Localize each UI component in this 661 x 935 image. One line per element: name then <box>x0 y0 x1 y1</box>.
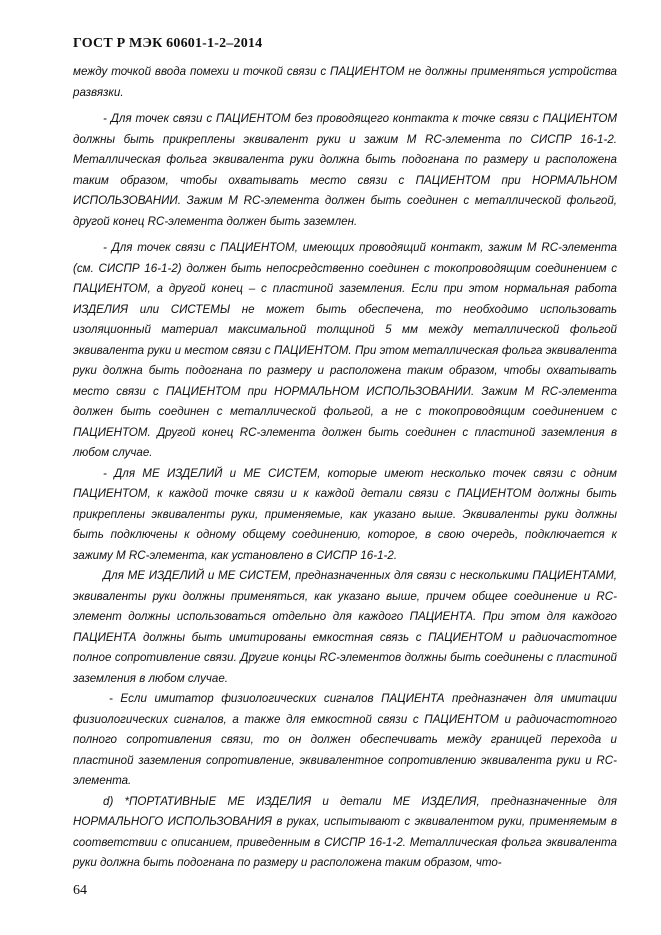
paragraph-item-d: d) *ПОРТАТИВНЫЕ МЕ ИЗДЕЛИЯ и детали МЕ ИЗДЕЛИЯ, предназначенные для НОРМАЛЬНОГО ИСПОЛЬЗОВАНИЯ в руках, испытывают с эквивалентом руки, применяемым в соответствии с описанием, приведенным в СИСПР 16-1-2. Металлическая фольга эквивалента руки должна быть подогнана по размеру и расположена таким образом, что- <box>73 794 617 869</box>
document-header: ГОСТ Р МЭК 60601-1-2–2014 <box>73 36 263 51</box>
paragraph-continuation: между точкой ввода помехи и точкой связи с ПАЦИЕНТОМ не должны применяться устройства развязки. <box>73 65 617 99</box>
paragraph-multiple-patients: Для МЕ ИЗДЕЛИЙ и МЕ СИСТЕМ, предназначенных для связи с несколькими ПАЦИЕНТАМИ, эквиваленты руки должны применяться, как указано выше, причем общее соединение и RC-элемент должны использоваться отдельно для каждого ПАЦИЕНТА. При этом для каждого ПАЦИЕНТА должны быть имитированы емкостная связь с ПАЦИЕНТОМ и радиочастотное полное сопротивление связи. Другие концы RC-элементов должны быть соединены с пластиной заземления в любом случае. <box>73 569 617 685</box>
document-body <box>73 62 617 874</box>
page-number: 64 <box>73 883 87 898</box>
paragraph-no-contact: - Для точек связи с ПАЦИЕНТОМ без проводящего контакта к точке связи с ПАЦИЕНТОМ должны быть прикреплены эквивалент руки и зажим М RC-элемента по СИСПР 16-1-2. Металлическая фольга эквивалента руки должна быть подогнана по размеру и расположена таким образом, чтобы охватывать место связи с ПАЦИЕНТОМ при НОРМАЛЬНОМ ИСПОЛЬЗОВАНИИ. Зажим М RC-элемента должен быть соединен с металлической фольгой, другой конец RC-элемента должен быть заземлен. <box>73 112 617 228</box>
paragraph-signal-simulator: - Если имитатор физиологических сигналов ПАЦИЕНТА предназначен для имитации физиологических сигналов, а также для емкостной связи с ПАЦИЕНТОМ и радиочастотного полного сопротивления связи, то он должен обеспечивать между границей перехода и пластиной заземления сопротивление, эквивалентное сопротивлению эквивалента руки и RC-элемента. <box>73 692 617 787</box>
paragraph-multiple-points: - Для МЕ ИЗДЕЛИЙ и МЕ СИСТЕМ, которые имеют несколько точек связи с одним ПАЦИЕНТОМ, к каждой точке связи и к каждой детали связи с ПАЦИЕНТОМ должны быть прикреплены эквиваленты руки, применяемые, как указано выше. Эквиваленты руки должны быть подключены к одному общему соединению, которое, в свою очередь, подключается к зажиму М RC-элемента, как установлено в СИСПР 16-1-2. <box>73 466 617 562</box>
paragraph-conductive-contact: - Для точек связи с ПАЦИЕНТОМ, имеющих проводящий контакт, зажим М RC-элемента (см. СИСПР 16-1-2) должен быть непосредственно соединен с токопроводящим соединением с ПАЦИЕНТОМ, а другой конец – с пластиной заземления. Если при этом нормальная работа ИЗДЕЛИЯ или СИСТЕМЫ не может быть обеспечена, то необходимо использовать изоляционный материал максимальной толщиной 5 мм между металлической фольгой эквивалента руки и местом связи с ПАЦИЕНТОМ. При этом металлическая фольга эквивалента руки должна быть подогнана по размеру и расположена таким образом, чтобы охватывать место связи с ПАЦИЕНТОМ при НОРМАЛЬНОМ ИСПОЛЬЗОВАНИИ. Зажим М RC-элемента должен быть соединен с металлической фольгой, а не с токопроводящим соединением с ПАЦИЕНТОМ. Другой конец RC-элемента должен быть соединен с пластиной заземления в любом случае. <box>73 241 617 459</box>
